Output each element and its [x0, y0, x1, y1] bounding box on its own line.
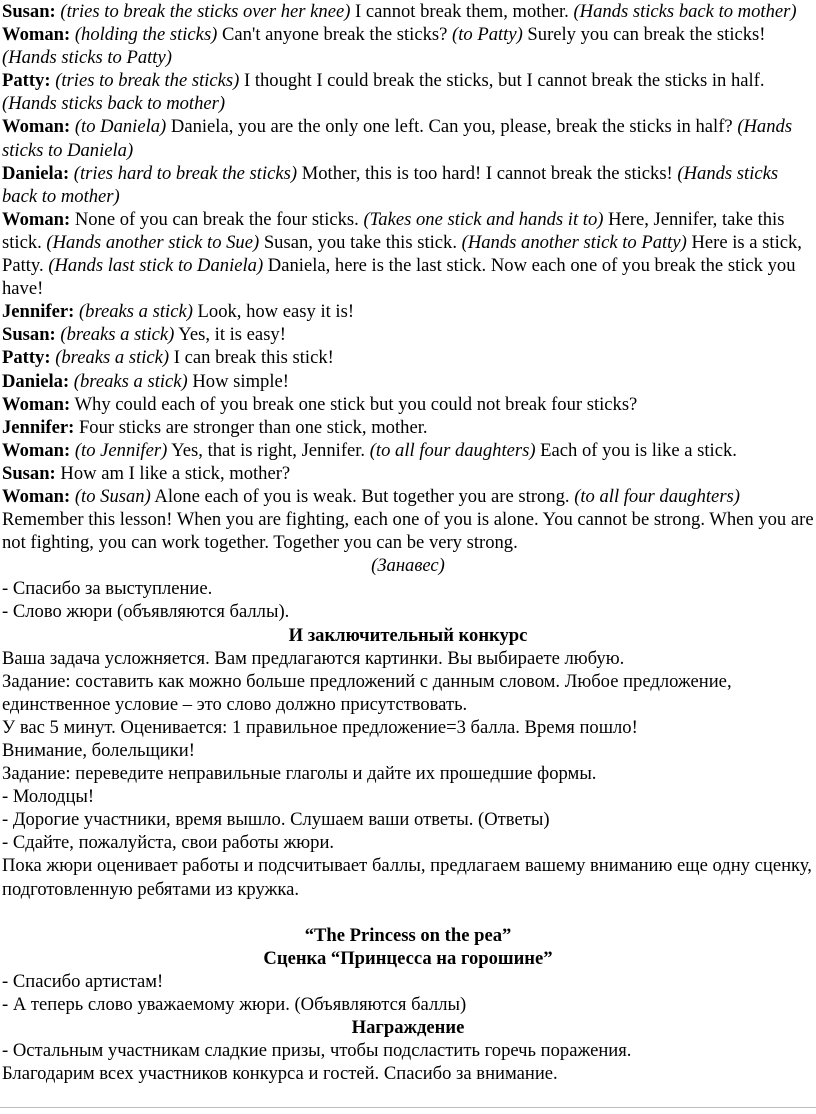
- speaker-name: Susan:: [2, 462, 56, 484]
- dialogue-text: Four sticks are stronger than one stick, mother.: [74, 416, 428, 438]
- stage-direction: (to Patty): [452, 24, 523, 46]
- contest-line: У вас 5 минут. Оценивается: 1 правильное предложение=3 балла. Время пошло!: [2, 716, 638, 738]
- contest-line: Пока жюри оценивает работы и подсчитывает баллы, предлагаем вашему вниманию еще одну сценку, подготовленную ребятами из кружка.: [2, 855, 812, 900]
- script-line: [2, 69, 814, 115]
- script-line: [2, 323, 814, 346]
- script-line: [2, 300, 814, 323]
- speaker-name: Susan:: [2, 1, 56, 22]
- dialogue-text: Yes, that is right, Jennifer.: [167, 439, 370, 461]
- stage-direction: (to Daniela): [74, 116, 167, 138]
- script-line: [2, 416, 814, 439]
- stage-direction: (to all four daughters): [574, 485, 740, 507]
- stage-direction: (to Jennifer): [74, 439, 168, 461]
- script-line: [2, 346, 814, 369]
- jury-score-announcement: - А теперь слово уважаемому жюри. (Объявляются баллы): [2, 993, 467, 1015]
- script-line: [2, 115, 814, 161]
- stage-direction: (Hands another stick to Patty): [461, 231, 687, 253]
- dialogue-text: Here is a stick, Patty.: [2, 231, 802, 277]
- speaker-name: Susan:: [2, 324, 56, 346]
- closing-line: - Остальным участникам сладкие призы, чтобы подсластить горечь поражения.: [2, 1040, 632, 1062]
- thanks-artists: - Спасибо артистам!: [2, 970, 164, 992]
- speaker-name: Jennifer:: [2, 416, 75, 438]
- speaker-name: Daniela:: [2, 162, 70, 184]
- dialogue-text: Here, Jennifer, take this stick.: [2, 208, 785, 253]
- script-line: [2, 23, 814, 69]
- contest-line: Задание: переведите неправильные глаголы и дайте их прошедшие формы.: [2, 763, 597, 785]
- speaker-name: Woman:: [2, 393, 71, 415]
- script-line: [2, 485, 814, 554]
- stage-direction: (Takes one stick and hands it to): [363, 208, 604, 230]
- dialogue-text: Alone each of you is weak. But together you are strong.: [150, 485, 575, 507]
- contest-line: Внимание, болельщики!: [2, 740, 195, 761]
- stage-direction: (Hands sticks back to mother): [573, 1, 797, 22]
- speaker-name: Woman:: [2, 439, 71, 461]
- dialogue-text: Remember this lesson! When you are fighting, each one of you is alone. You cannot be strong. When you are not fighting, you can work together. Together you can be very strong.: [2, 509, 814, 554]
- dialogue-text: Daniela, here is the last stick. Now each one of you break the stick you have!: [2, 255, 796, 300]
- page-bottom-divider: [0, 1107, 816, 1108]
- speaker-name: Woman:: [2, 24, 71, 46]
- stage-direction: (to Susan): [74, 485, 151, 507]
- dialogue-text: How am I like a stick, mother?: [55, 462, 291, 484]
- dialogue-text: Mother, this is too hard! I cannot break the sticks!: [297, 162, 678, 184]
- stage-direction: (holding the sticks): [74, 24, 218, 46]
- blank-line: [2, 901, 814, 924]
- dialogue-text: I cannot break them, mother.: [350, 1, 574, 22]
- stage-direction: (to all four daughters): [369, 439, 536, 461]
- speaker-name: Jennifer:: [2, 301, 75, 323]
- stage-direction: (breaks a stick): [55, 347, 170, 369]
- speaker-name: Daniela:: [2, 370, 70, 392]
- dialogue-text: Why could each of you break one stick but you could not break four sticks?: [70, 393, 638, 415]
- closing-line: Благодарим всех участников конкурса и гостей. Спасибо за внимание.: [2, 1063, 558, 1085]
- stage-direction: (breaks a stick): [78, 301, 193, 323]
- stage-direction: (breaks a stick): [73, 370, 188, 392]
- dialogue-text: Daniela, you are the only one left. Can you, please, break the sticks in half?: [166, 116, 738, 138]
- contest-line: Ваша задача усложняется. Вам предлагаются картинки. Вы выбираете любую.: [2, 647, 625, 669]
- dialogue-text: How simple!: [187, 370, 289, 392]
- speaker-name: Patty:: [2, 347, 51, 369]
- final-contest-heading: И заключительный конкурс: [288, 624, 528, 646]
- speaker-name: Woman:: [2, 208, 71, 230]
- thanks-for-performance: - Спасибо за выступление.: [2, 578, 213, 600]
- contest-line: Задание: составить как можно больше предложений с данным словом. Любое предложение, единственное условие – это слово должно присутствовать.: [2, 670, 732, 715]
- award-heading: Награждение: [351, 1017, 465, 1039]
- contest-line: - Сдайте, пожалуйста, свои работы жюри.: [2, 832, 335, 854]
- script-line: [2, 208, 814, 300]
- dialogue-text: I can break this stick!: [169, 347, 334, 369]
- dialogue-text: None of you can break the four sticks.: [70, 208, 364, 230]
- script-line: [2, 393, 814, 416]
- play-script: [2, 0, 814, 554]
- speaker-name: Woman:: [2, 485, 71, 507]
- stage-direction: (tries to break the sticks): [55, 70, 240, 92]
- stage-direction: (breaks a stick): [60, 324, 175, 346]
- stage-direction: (tries hard to break the sticks): [73, 162, 298, 184]
- stage-direction: (Hands sticks to Daniela): [2, 116, 793, 161]
- speaker-name: Patty:: [2, 70, 51, 92]
- curtain-stage-direction: (Занавес): [371, 555, 445, 577]
- script-line: [2, 462, 814, 485]
- dialogue-text: Surely you can break the sticks!: [522, 24, 766, 46]
- stage-direction: (Hands sticks back to mother): [2, 93, 226, 115]
- scene-title-russian: Сценка “Принцесса на горошине”: [263, 947, 553, 969]
- speaker-name: Woman:: [2, 116, 71, 138]
- scene-title-english: “The Princess on the pea”: [304, 924, 512, 946]
- contest-line: - Дорогие участники, время вышло. Слушаем ваши ответы. (Ответы): [2, 809, 550, 831]
- script-line: [2, 439, 814, 462]
- dialogue-text: Each of you is like a stick.: [535, 439, 737, 461]
- dialogue-text: I thought I could break the sticks, but I cannot break the sticks in half.: [239, 70, 765, 92]
- dialogue-text: Susan, you take this stick.: [259, 231, 462, 253]
- contest-line: - Молодцы!: [2, 786, 95, 808]
- stage-direction: (tries to break the sticks over her knee): [60, 1, 351, 22]
- stage-direction: (Hands another stick to Sue): [46, 231, 260, 253]
- script-line: [2, 0, 814, 23]
- jury-word: - Слово жюри (объявляются баллы).: [2, 601, 290, 623]
- dialogue-text: Can't anyone break the sticks?: [217, 24, 453, 46]
- stage-direction: (Hands last stick to Daniela): [48, 255, 264, 277]
- stage-direction: (Hands sticks back to mother): [2, 162, 779, 207]
- stage-direction: (Hands sticks to Patty): [2, 47, 172, 69]
- script-line: [2, 370, 814, 393]
- dialogue-text: Yes, it is easy!: [174, 324, 286, 346]
- dialogue-text: Look, how easy it is!: [192, 301, 355, 323]
- script-line: [2, 162, 814, 208]
